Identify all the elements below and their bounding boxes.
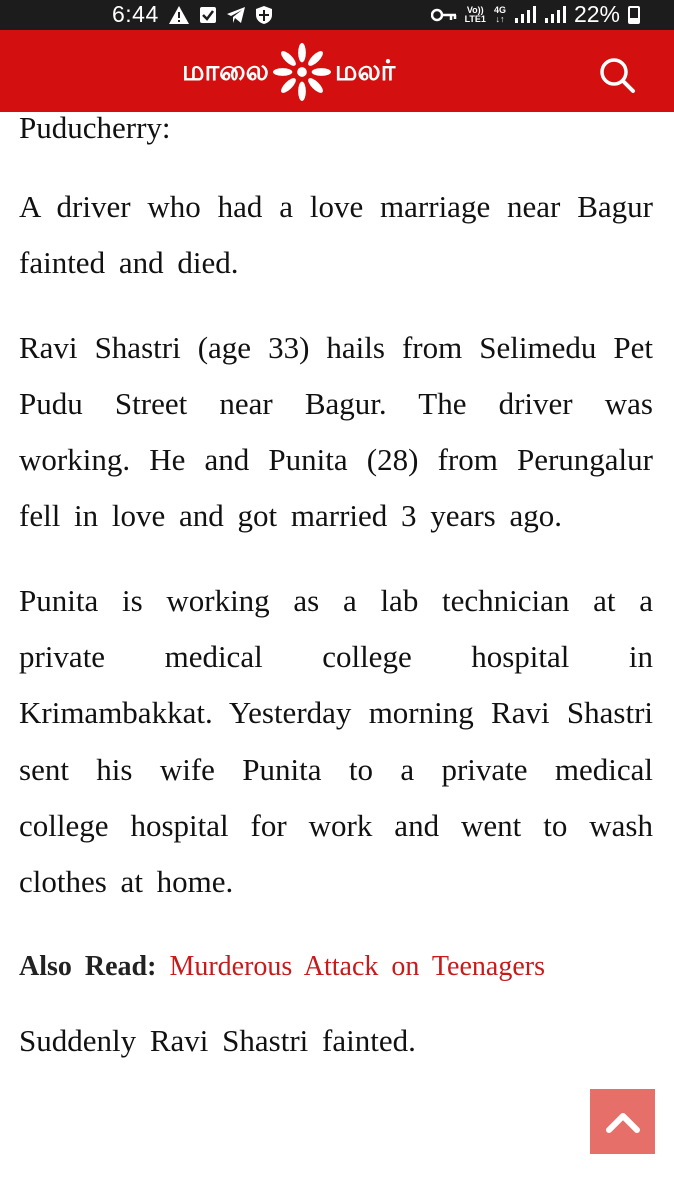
article-dateline: Puducherry:	[19, 110, 171, 145]
net-top-text: Vo))	[466, 4, 484, 15]
also-read	[19, 947, 653, 987]
site-header	[0, 30, 674, 112]
article-body	[19, 105, 653, 1069]
article-paragraph: A driver who had a love marriage near Bagur fainted and died.	[19, 189, 653, 281]
warning-icon	[168, 5, 190, 25]
logo-text-right: மலர்	[334, 53, 396, 87]
shield-icon	[255, 5, 273, 25]
battery-icon	[628, 6, 640, 24]
logo-text-left: மாலை	[182, 53, 269, 87]
net-bottom-text: LTE1	[464, 13, 486, 24]
flower-logo-icon	[273, 43, 331, 101]
scroll-to-top-button[interactable]	[590, 1089, 655, 1154]
article-paragraph: Ravi Shastri (age 33) hails from Selimedu Pet Pudu Street near Bagur. The driver was working. He and Punita (28) from Perungalur fell in love and got married 3 years ago.	[19, 329, 653, 534]
status-left	[112, 1, 273, 28]
signal-icon-1	[514, 6, 536, 24]
signal-icon-2	[544, 6, 566, 24]
search-icon	[598, 56, 636, 94]
also-read-label: Also Read:	[19, 950, 157, 982]
network-type-text: 4G	[493, 4, 506, 15]
status-right	[431, 1, 640, 28]
key-icon	[431, 7, 457, 23]
also-read-link[interactable]: Murderous Attack on Teenagers	[169, 950, 545, 982]
search-button[interactable]	[596, 54, 638, 96]
network-type	[494, 6, 506, 24]
telegram-icon	[226, 6, 246, 24]
volte-label	[465, 6, 486, 24]
battery-percent: 22%	[573, 1, 620, 27]
chevron-up-icon	[605, 1110, 641, 1134]
article-paragraph: Suddenly Ravi Shastri fainted.	[19, 1022, 416, 1058]
status-time: 6:44	[112, 1, 159, 27]
article-paragraph: Punita is working as a lab technician at a private medical college hospital in Krimambakkat. Yesterday morning Ravi Shastri sent his wife Punita to a private medical college hospital for work and went to wash clothes at home.	[19, 582, 653, 900]
checkbox-icon	[199, 6, 217, 24]
site-logo[interactable]	[182, 43, 395, 101]
data-arrows-icon: ↓↑	[495, 13, 505, 24]
status-bar	[0, 0, 674, 30]
